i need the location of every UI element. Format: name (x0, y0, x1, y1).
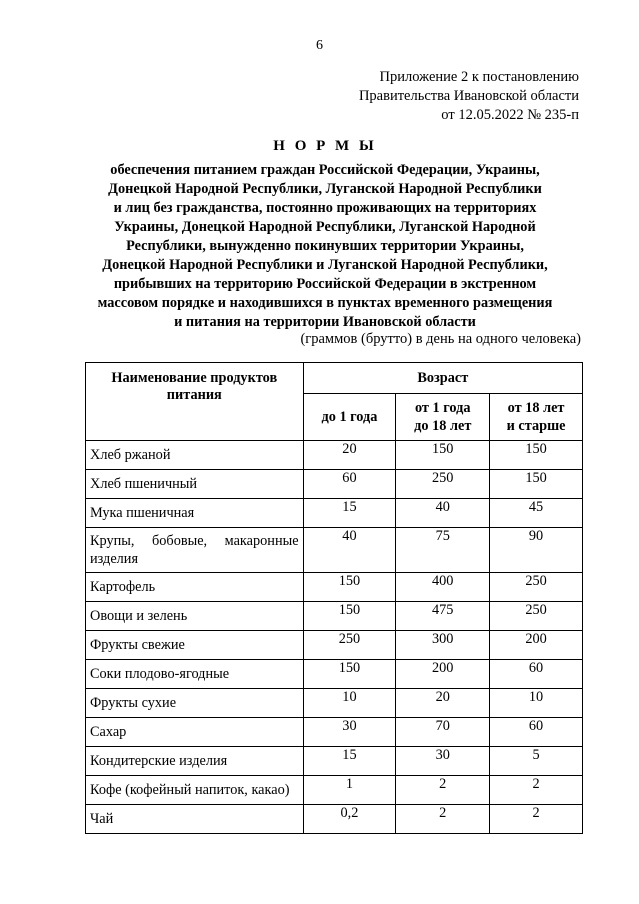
title-main: Н О Р М Ы (273, 138, 377, 154)
norms-table (85, 362, 583, 834)
title-line: Донецкой Народной Республики, Луганской Народной Республики (108, 181, 542, 197)
value-18-plus: 2 (490, 776, 583, 805)
value-under-1: 0,2 (303, 805, 396, 834)
value-1-to-18: 2 (396, 805, 490, 834)
value-under-1: 20 (303, 441, 396, 470)
title-line: Украины, Донецкой Народной Республики, Луганской Народной (114, 219, 536, 235)
table-row (86, 747, 583, 776)
product-name: Хлеб пшеничный (86, 470, 304, 499)
value-1-to-18: 400 (396, 573, 490, 602)
value-18-plus: 200 (490, 631, 583, 660)
title-line: прибывших на территорию Российской Федерации в экстренном (113, 276, 537, 292)
product-name: Кондитерские изделия (86, 747, 304, 776)
product-name: Овощи и зелень (86, 602, 304, 631)
value-18-plus: 150 (490, 470, 583, 499)
header-age-col-2 (396, 394, 490, 441)
header-age-col-1 (303, 394, 396, 441)
header-product-name-line-1: Наименование продуктов (111, 370, 278, 386)
product-name: Крупы, бобовые, макаронные изделия (86, 528, 304, 573)
table-row (86, 499, 583, 528)
table-row (86, 718, 583, 747)
title-line: и лиц без гражданства, постоянно проживающих на территориях (113, 200, 537, 216)
product-name: Картофель (86, 573, 304, 602)
table-row (86, 689, 583, 718)
header-age-col-3 (490, 394, 583, 441)
table-row (86, 805, 583, 834)
value-under-1: 10 (303, 689, 396, 718)
value-18-plus: 10 (490, 689, 583, 718)
annex-reference (359, 68, 579, 125)
value-1-to-18: 40 (396, 499, 490, 528)
header-age-col-2-line-2: до 18 лет (414, 418, 472, 434)
table-row (86, 631, 583, 660)
units-note: (граммов (брутто) в день на одного человека) (300, 331, 581, 347)
value-18-plus: 5 (490, 747, 583, 776)
product-name: Соки плодово-ягодные (86, 660, 304, 689)
value-under-1: 40 (303, 528, 396, 573)
table-row (86, 528, 583, 573)
table-row (86, 573, 583, 602)
value-18-plus: 90 (490, 528, 583, 573)
product-name: Мука пшеничная (86, 499, 304, 528)
value-18-plus: 45 (490, 499, 583, 528)
value-18-plus: 150 (490, 441, 583, 470)
table-row (86, 776, 583, 805)
value-under-1: 60 (303, 470, 396, 499)
title-line: и питания на территории Ивановской области (174, 314, 476, 330)
value-under-1: 150 (303, 602, 396, 631)
value-under-1: 1 (303, 776, 396, 805)
page-number: 6 (316, 38, 323, 53)
annex-line-3: от 12.05.2022 № 235-п (441, 107, 579, 123)
value-under-1: 15 (303, 499, 396, 528)
value-under-1: 15 (303, 747, 396, 776)
document-title (70, 138, 580, 332)
title-line: обеспечения питанием граждан Российской Федерации, Украины, (110, 162, 540, 178)
product-name: Чай (86, 805, 304, 834)
header-age: Возраст (303, 363, 582, 394)
header-product-name-line-2: питания (166, 387, 222, 403)
value-18-plus: 250 (490, 602, 583, 631)
value-under-1: 250 (303, 631, 396, 660)
header-age-col-3-line-1: от 18 лет (507, 400, 565, 416)
table-header-row (86, 363, 583, 394)
header-age-col-1-line-1: до 1 года (321, 409, 378, 425)
value-1-to-18: 30 (396, 747, 490, 776)
table-row (86, 470, 583, 499)
value-under-1: 150 (303, 573, 396, 602)
product-name: Фрукты сухие (86, 689, 304, 718)
value-under-1: 30 (303, 718, 396, 747)
value-1-to-18: 300 (396, 631, 490, 660)
title-line: массовом порядке и находившихся в пунктах временного размещения (97, 295, 553, 311)
annex-line-2: Правительства Ивановской области (358, 88, 579, 104)
product-name: Сахар (86, 718, 304, 747)
header-product-name (86, 363, 304, 441)
value-1-to-18: 70 (396, 718, 490, 747)
value-1-to-18: 475 (396, 602, 490, 631)
value-1-to-18: 2 (396, 776, 490, 805)
product-name: Фрукты свежие (86, 631, 304, 660)
table-row (86, 660, 583, 689)
value-18-plus: 60 (490, 718, 583, 747)
value-1-to-18: 250 (396, 470, 490, 499)
title-line: Республики, вынужденно покинувших территории Украины, (126, 238, 524, 254)
annex-line-1: Приложение 2 к постановлению (379, 69, 579, 85)
value-18-plus: 60 (490, 660, 583, 689)
value-18-plus: 250 (490, 573, 583, 602)
title-subtitle (70, 161, 580, 332)
table-row (86, 441, 583, 470)
value-under-1: 150 (303, 660, 396, 689)
value-1-to-18: 200 (396, 660, 490, 689)
value-1-to-18: 75 (396, 528, 490, 573)
header-age-col-2-line-1: от 1 года (414, 400, 471, 416)
value-1-to-18: 20 (396, 689, 490, 718)
table-row (86, 602, 583, 631)
title-line: Донецкой Народной Республики и Луганской Народной Республики, (102, 257, 548, 273)
product-name: Хлеб ржаной (86, 441, 304, 470)
header-age-col-3-line-2: и старше (506, 418, 566, 434)
value-1-to-18: 150 (396, 441, 490, 470)
product-name: Кофе (кофейный напиток, какао) (86, 776, 304, 805)
value-18-plus: 2 (490, 805, 583, 834)
